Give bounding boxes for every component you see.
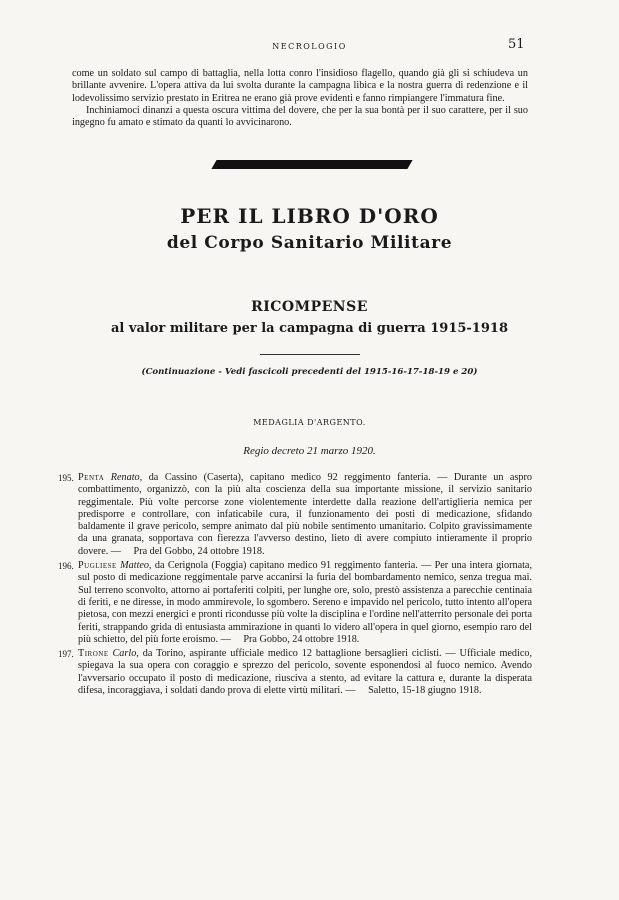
continuation-note: (Continuazione - Vedi fascicoli precedenti del 1915-16-17-18-19 e 20) (141, 367, 478, 377)
obituary-paragraph: Inchiniamoci dinanzi a questa oscura vittima del dovere, che per la sua bontà per il suo carattere, per il suo ingegno fu amato e stimato da quanti lo avvicinarono. (72, 104, 528, 129)
entry-number: 196. (58, 561, 74, 572)
medal-heading: MEDAGLIA D'ARGENTO. (253, 418, 366, 427)
decree-line: Regio decreto 21 marzo 1920. (243, 445, 376, 457)
obituary-ending (72, 68, 528, 129)
rewards-subheading: al valor militare per la campagna di guerra 1915-1918 (111, 321, 508, 336)
section-title: PER IL LIBRO D'ORO (180, 204, 439, 228)
section-divider (211, 160, 412, 169)
entry-given-name: Matteo (120, 560, 150, 572)
award-entry (58, 648, 533, 697)
award-entry (58, 560, 532, 646)
entry-given-name: Renato (110, 472, 140, 483)
page-number: 51 (508, 37, 525, 52)
entry-place-date: Saletto, 15-18 giugno 1918. (368, 685, 482, 697)
entry-given-name: Carlo (112, 648, 137, 660)
entry-surname: Tirone (78, 648, 109, 660)
award-list (58, 472, 533, 699)
entry-place-date: Pra del Gobbo, 24 ottobre 1918. (133, 545, 265, 557)
entry-surname: Pugliese (78, 560, 117, 572)
entry-citation: , da Cerignola (Foggia) capitano medico 91 reggimento fanteria. — Per una intera giornata, sul posto di medicazione reggimentale parve accanirsi la furia del bombardamento nemico, senza tregua mai. Sul terreno sconvolto, attorno ai portaferiti colpiti, per lunghe ore, solo, prestò assistenza a parecchie centinaia di feriti, e ne diresse, in modo ammirevole, lo sgombero. Sereno e impavido nel pericolo, tutto intento all'opera pietosa, con mezzi energici e pronti ricondusse più volte la disciplina e l'ordine nell'atterrito personale dei porta feriti, strappando grida di entusiasta ammirazione in quanti lo videro all'opera in quel giorno, esempio raro del più schietto, del più forte eroismo. — (78, 560, 532, 645)
entry-number: 195. (58, 473, 74, 483)
entry-number: 197. (58, 649, 74, 660)
rewards-heading: RICOMPENSE (251, 299, 368, 315)
entry-place-date: Pra Gobbo, 24 ottobre 1918. (243, 633, 360, 645)
entry-surname: Penta (78, 472, 105, 483)
divider-line (260, 354, 360, 355)
entry-citation: , da Cassino (Caserta), capitano medico 92 reggimento fanteria. — Durante un aspro combattimento, organizzò, con la più alta coscienza della sua importante missione, il servizio sanitario reggimentale. Più volte percorse zone violentemente interdette dalla reazione dell'artiglieria nemica per predisporre e controllare, con infaticabile cura, il funzionamento dei posti di medicazione, sfidando baldamente il grave pericolo, sempre animato dal più nobile sentimento umanitario. Colpito gravissimamente da una granata, sopportava con fierezza l'avverso destino, lieto di avere compiuto intieramente il proprio dovere. — (78, 472, 532, 557)
entry-citation: , da Torino, aspirante ufficiale medico 12 battaglione bersaglieri ciclisti. — Ufficiale medico, spiegava la sua opera con coraggio e sprezzo del pericolo, sovente esponendosi al fuoco nemico. Avendo l'avversario occupato il posto di medicazione, riusciva a stento, ad evitare la cattura e, durante la disperata difesa, incoraggiava, i soldati dando prova di elette virtù militari. — (78, 648, 533, 697)
obituary-paragraph: come un soldato sul campo di battaglia, nella lotta conro l'insidioso flagello, quando già gli si schiudeva un brillante avvenire. L'opera attiva da lui svolta durante la campagna libica e la nostra guerra di redenzione e il lodevolissimo servizio prestato in Eritrea ne erano già prove evidenti e fanno rimpiangere l'immatura fine. (72, 68, 528, 104)
section-subtitle: del Corpo Sanitario Militare (166, 233, 453, 253)
running-header: NECROLOGIO (272, 42, 347, 51)
award-entry (58, 472, 532, 558)
